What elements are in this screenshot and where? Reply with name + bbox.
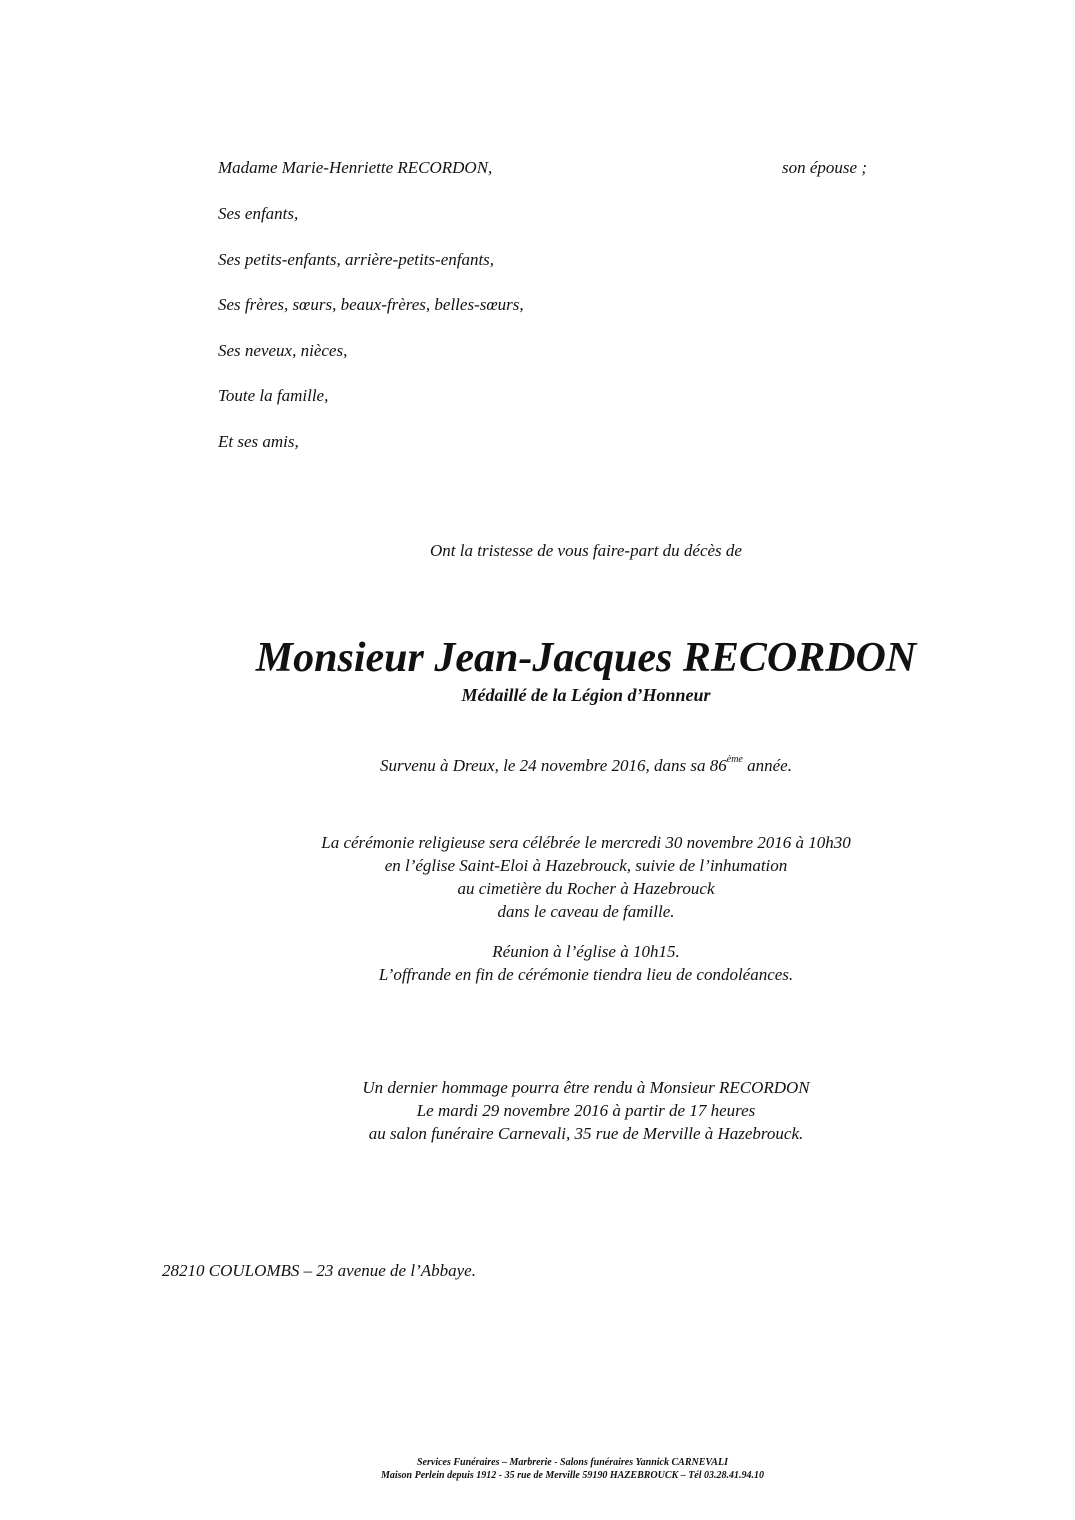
family-line-family: Toute la famille, xyxy=(218,386,329,405)
ceremony-line: en l’église Saint-Eloi à Hazebrouck, suivie de l’inhumation xyxy=(384,856,788,875)
tribute-line: au salon funéraire Carnevali, 35 rue de Merville à Hazebrouck. xyxy=(368,1124,804,1143)
ceremony-line: au cimetière du Rocher à Hazebrouck xyxy=(457,879,715,898)
meeting-line: L’offrande en fin de cérémonie tiendra lieu de condoléances. xyxy=(378,965,794,984)
family-address: 28210 COULOMBS – 23 avenue de l’Abbaye. xyxy=(162,1261,476,1280)
tribute-block xyxy=(0,1076,1075,1145)
family-line-grandchildren: Ses petits-enfants, arrière-petits-enfants, xyxy=(218,250,495,269)
tribute-line: Le mardi 29 novembre 2016 à partir de 17 heures xyxy=(416,1101,756,1120)
spouse-role: son épouse ; xyxy=(782,158,867,177)
deceased-distinction: Médaillé de la Légion d’Honneur xyxy=(461,685,711,705)
deceased-name: Monsieur Jean-Jacques RECORDON xyxy=(255,635,917,681)
ceremony-line: La cérémonie religieuse sera célébrée le mercredi 30 novembre 2016 à 10h30 xyxy=(321,833,851,852)
family-line-nephews: Ses neveux, nièces, xyxy=(218,341,348,360)
family-line-siblings: Ses frères, sœurs, beaux-frères, belles-sœurs, xyxy=(218,295,524,314)
meeting-line: Réunion à l’église à 10h15. xyxy=(492,942,680,961)
family-line-children: Ses enfants, xyxy=(218,204,299,223)
footer-line-services: Services Funéraires – Marbrerie - Salons funéraires Yannick CARNEVALI xyxy=(417,1457,728,1468)
death-text-end: année. xyxy=(742,756,792,775)
death-ordinal-suffix: ème xyxy=(726,754,743,766)
tribute-line: Un dernier hommage pourra être rendu à Monsieur RECORDON xyxy=(362,1078,810,1097)
ceremony-line: dans le caveau de famille. xyxy=(497,902,675,921)
announcement-text: Ont la tristesse de vous faire-part du décès de xyxy=(430,541,742,560)
spouse-name: Madame Marie-Henriette RECORDON, xyxy=(218,158,493,177)
footer-line-address: Maison Perlein depuis 1912 - 35 rue de Merville 59190 HAZEBROUCK – Tél 03.28.41.94.10 xyxy=(380,1470,765,1481)
meeting-block xyxy=(0,940,1075,986)
death-text: Survenu à Dreux, le 24 novembre 2016, dans sa 86 xyxy=(380,756,727,775)
death-info xyxy=(0,756,1075,776)
family-line-friends: Et ses amis, xyxy=(218,432,299,451)
ceremony-block xyxy=(0,831,1075,923)
